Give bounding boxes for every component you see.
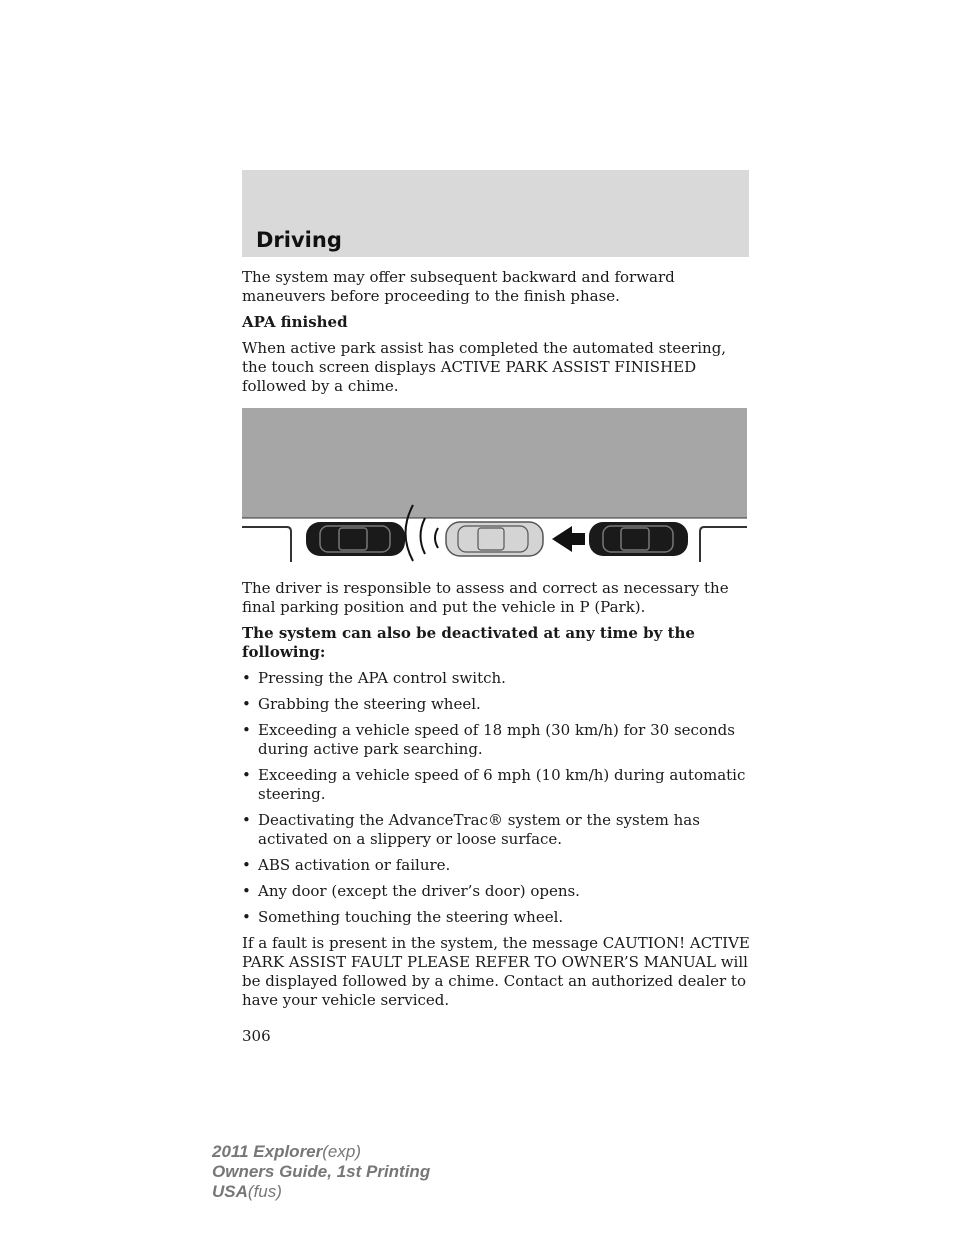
list-item [242, 882, 752, 901]
driver-paragraph: The driver is responsible to assess and correct as necessary the final parking position and put the vehicle in P (Park). [242, 579, 729, 616]
footer-model-code: (exp) [322, 1142, 361, 1161]
bullet-glyph: • [242, 811, 251, 829]
list-item [242, 695, 752, 714]
parked-car-left [306, 522, 405, 556]
list-item [242, 908, 752, 927]
list-item-text: Exceeding a vehicle speed of 18 mph (30 km/h) for 30 seconds during active park searching. [258, 721, 735, 758]
list-item-text: Any door (except the driver’s door) opens. [258, 882, 580, 900]
list-item [242, 721, 752, 759]
parking-diagram [242, 408, 747, 562]
parked-car-right [589, 522, 688, 556]
footer-model: 2011 Explorer [212, 1142, 323, 1161]
bullet-glyph: • [242, 669, 251, 687]
bullet-glyph: • [242, 695, 251, 713]
parking-car [446, 522, 543, 556]
list-item-text: Exceeding a vehicle speed of 6 mph (10 km/h) during automatic steering. [258, 766, 746, 803]
bullet-glyph: • [242, 908, 251, 926]
parking-diagram-svg [242, 408, 747, 562]
section-title: Driving [256, 228, 342, 252]
deactivation-list [242, 669, 752, 927]
footer-market-line [212, 1182, 430, 1202]
list-item-text: ABS activation or failure. [258, 856, 451, 874]
list-item-text: Something touching the steering wheel. [258, 908, 564, 926]
footer-market-code: (fus) [247, 1182, 282, 1201]
page-number: 306 [242, 1027, 271, 1045]
fault-paragraph: If a fault is present in the system, the message CAUTION! ACTIVE PARK ASSIST FAULT PLEASE REFER TO OWNER’S MANUAL will be displayed followed by a chime. Contact an authorized dealer to have your vehicle serviced. [242, 934, 750, 1009]
bullet-glyph: • [242, 856, 251, 874]
list-item-text: Pressing the APA control switch. [258, 669, 506, 687]
intro-paragraph: The system may offer subsequent backward and forward maneuvers before proceeding to the finish phase. [242, 268, 675, 305]
list-item [242, 669, 752, 688]
footer-model-line [212, 1142, 430, 1162]
list-item [242, 766, 752, 804]
list-item-text: Grabbing the steering wheel. [258, 695, 481, 713]
deactivate-heading: The system can also be deactivated at any time by the following: [242, 624, 695, 661]
bullet-glyph: • [242, 882, 251, 900]
footer-guide: Owners Guide, 1st Printing [212, 1162, 431, 1181]
finished-paragraph: When active park assist has completed the automated steering, the touch screen displays ACTIVE PARK ASSIST FINISHED followed by a chime. [242, 339, 727, 395]
bullet-glyph: • [242, 766, 251, 784]
subheading-apa-finished: APA finished [242, 313, 348, 331]
list-item [242, 856, 752, 875]
list-item [242, 811, 752, 849]
list-item-text: Deactivating the AdvanceTrac® system or the system has activated on a slippery or loose surface. [258, 811, 700, 848]
footer-market: USA [212, 1182, 248, 1201]
bullet-glyph: • [242, 721, 251, 739]
page-content [242, 268, 752, 1017]
print-footer [212, 1142, 430, 1202]
